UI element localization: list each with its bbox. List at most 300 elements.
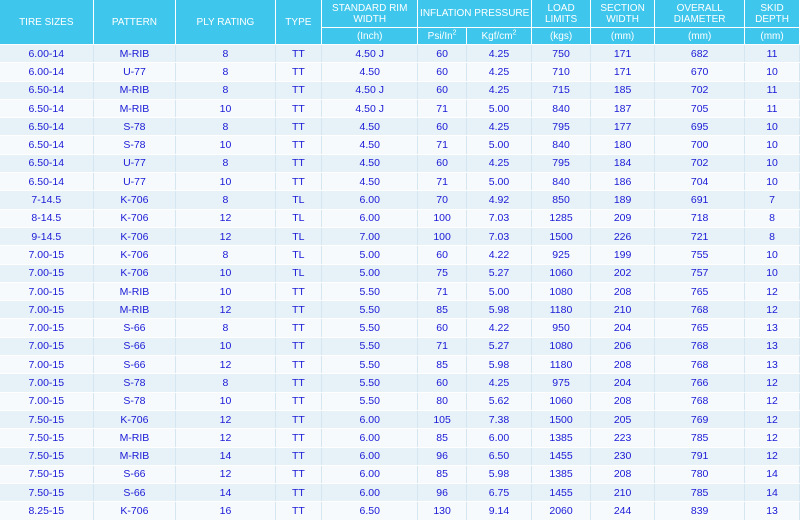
cell-rim-width: 6.00 (322, 410, 418, 428)
cell-psi: 60 (418, 63, 467, 81)
cell-ply-rating: 8 (176, 45, 275, 63)
cell-psi: 60 (418, 319, 467, 337)
cell-type: TT (275, 392, 322, 410)
cell-type: TT (275, 173, 322, 191)
cell-overall-diameter: 691 (655, 191, 745, 209)
cell-rim-width: 6.00 (322, 465, 418, 483)
cell-overall-diameter: 768 (655, 356, 745, 374)
table-row (0, 191, 800, 209)
table-row (0, 410, 800, 428)
cell-type: TT (275, 447, 322, 465)
cell-overall-diameter: 768 (655, 392, 745, 410)
cell-overall-diameter: 769 (655, 410, 745, 428)
cell-type: TT (275, 45, 322, 63)
table-row (0, 484, 800, 502)
cell-type: TT (275, 374, 322, 392)
table-row (0, 227, 800, 245)
cell-tire-size: 6.50-14 (0, 81, 93, 99)
table-row (0, 246, 800, 264)
cell-kgf: 5.98 (466, 301, 531, 319)
cell-section-width: 209 (591, 209, 655, 227)
cell-tire-size: 6.00-14 (0, 63, 93, 81)
cell-rim-width: 4.50 (322, 118, 418, 136)
cell-rim-width: 5.00 (322, 246, 418, 264)
table-row (0, 136, 800, 154)
cell-skid-depth: 13 (745, 502, 800, 520)
cell-rim-width: 4.50 (322, 154, 418, 172)
cell-type: TL (275, 264, 322, 282)
cell-kgf: 7.03 (466, 209, 531, 227)
cell-section-width: 208 (591, 356, 655, 374)
table-body (0, 45, 800, 521)
cell-skid-depth: 12 (745, 301, 800, 319)
col-header-skid-depth: SKID DEPTH (745, 0, 800, 28)
col-header-type: TYPE (275, 0, 322, 45)
cell-tire-size: 6.00-14 (0, 45, 93, 63)
cell-type: TT (275, 337, 322, 355)
cell-ply-rating: 10 (176, 337, 275, 355)
cell-load-limit: 1385 (532, 465, 591, 483)
cell-psi: 60 (418, 374, 467, 392)
cell-load-limit: 710 (532, 63, 591, 81)
cell-section-width: 223 (591, 429, 655, 447)
cell-type: TL (275, 227, 322, 245)
cell-skid-depth: 7 (745, 191, 800, 209)
cell-section-width: 204 (591, 374, 655, 392)
cell-psi: 71 (418, 173, 467, 191)
cell-tire-size: 6.50-14 (0, 154, 93, 172)
cell-pattern: M-RIB (93, 301, 176, 319)
cell-pattern: S-66 (93, 465, 176, 483)
col-header-load-limits: LOAD LIMITS (532, 0, 591, 28)
cell-section-width: 202 (591, 264, 655, 282)
cell-pattern: M-RIB (93, 447, 176, 465)
cell-type: TT (275, 301, 322, 319)
cell-load-limit: 1060 (532, 264, 591, 282)
cell-pattern: K-706 (93, 227, 176, 245)
cell-psi: 71 (418, 99, 467, 117)
cell-tire-size: 7.00-15 (0, 319, 93, 337)
cell-pattern: S-78 (93, 118, 176, 136)
cell-skid-depth: 13 (745, 337, 800, 355)
cell-tire-size: 7-14.5 (0, 191, 93, 209)
cell-overall-diameter: 670 (655, 63, 745, 81)
table-row (0, 337, 800, 355)
col-header-pattern: PATTERN (93, 0, 176, 45)
col-header-ply-rating: PLY RATING (176, 0, 275, 45)
table-row (0, 63, 800, 81)
cell-pattern: M-RIB (93, 81, 176, 99)
table-row (0, 301, 800, 319)
cell-tire-size: 9-14.5 (0, 227, 93, 245)
cell-pattern: S-78 (93, 374, 176, 392)
cell-ply-rating: 12 (176, 465, 275, 483)
cell-skid-depth: 12 (745, 282, 800, 300)
unit-kgf: Kgf/$cm^2$ (466, 28, 531, 45)
col-header-overall-diameter: OVERALL DIAMETER (655, 0, 745, 28)
cell-kgf: 9.14 (466, 502, 531, 520)
cell-section-width: 208 (591, 392, 655, 410)
table-row (0, 264, 800, 282)
cell-section-width: 184 (591, 154, 655, 172)
cell-kgf: 4.25 (466, 154, 531, 172)
cell-load-limit: 1180 (532, 301, 591, 319)
cell-ply-rating: 10 (176, 136, 275, 154)
cell-section-width: 180 (591, 136, 655, 154)
cell-rim-width: 4.50 J (322, 45, 418, 63)
cell-overall-diameter: 705 (655, 99, 745, 117)
cell-kgf: 5.98 (466, 465, 531, 483)
cell-psi: 85 (418, 301, 467, 319)
table-row (0, 374, 800, 392)
cell-skid-depth: 12 (745, 374, 800, 392)
cell-pattern: M-RIB (93, 282, 176, 300)
table-row (0, 81, 800, 99)
cell-kgf: 5.00 (466, 282, 531, 300)
cell-tire-size: 7.50-15 (0, 484, 93, 502)
cell-pattern: K-706 (93, 191, 176, 209)
cell-load-limit: 840 (532, 99, 591, 117)
cell-rim-width: 4.50 (322, 173, 418, 191)
cell-section-width: 187 (591, 99, 655, 117)
cell-skid-depth: 10 (745, 173, 800, 191)
cell-tire-size: 7.00-15 (0, 246, 93, 264)
cell-skid-depth: 11 (745, 45, 800, 63)
cell-overall-diameter: 765 (655, 282, 745, 300)
cell-kgf: 5.27 (466, 264, 531, 282)
table-row (0, 99, 800, 117)
cell-pattern: S-66 (93, 356, 176, 374)
cell-type: TT (275, 136, 322, 154)
table-row (0, 447, 800, 465)
cell-overall-diameter: 791 (655, 447, 745, 465)
table-row (0, 118, 800, 136)
cell-kgf: 4.25 (466, 81, 531, 99)
cell-section-width: 226 (591, 227, 655, 245)
cell-section-width: 177 (591, 118, 655, 136)
cell-ply-rating: 12 (176, 301, 275, 319)
cell-rim-width: 6.50 (322, 502, 418, 520)
cell-kgf: 4.25 (466, 45, 531, 63)
cell-ply-rating: 8 (176, 191, 275, 209)
cell-load-limit: 1455 (532, 484, 591, 502)
cell-kgf: 7.03 (466, 227, 531, 245)
cell-tire-size: 7.00-15 (0, 374, 93, 392)
cell-psi: 105 (418, 410, 467, 428)
cell-psi: 71 (418, 282, 467, 300)
cell-psi: 85 (418, 429, 467, 447)
cell-load-limit: 840 (532, 173, 591, 191)
cell-ply-rating: 10 (176, 392, 275, 410)
cell-pattern: K-706 (93, 246, 176, 264)
unit-load-limits: (kgs) (532, 28, 591, 45)
cell-type: TT (275, 356, 322, 374)
cell-section-width: 189 (591, 191, 655, 209)
cell-rim-width: 4.50 J (322, 81, 418, 99)
table-row (0, 429, 800, 447)
col-header-section-width: SECTION WIDTH (591, 0, 655, 28)
cell-overall-diameter: 765 (655, 319, 745, 337)
cell-type: TT (275, 465, 322, 483)
cell-overall-diameter: 780 (655, 465, 745, 483)
cell-rim-width: 5.50 (322, 374, 418, 392)
table-row (0, 392, 800, 410)
table-row (0, 173, 800, 191)
cell-rim-width: 6.00 (322, 191, 418, 209)
table-row (0, 45, 800, 63)
cell-type: TL (275, 246, 322, 264)
cell-load-limit: 1285 (532, 209, 591, 227)
cell-skid-depth: 10 (745, 264, 800, 282)
cell-pattern: U-77 (93, 154, 176, 172)
cell-psi: 85 (418, 356, 467, 374)
table-row (0, 502, 800, 520)
cell-pattern: U-77 (93, 173, 176, 191)
cell-pattern: S-78 (93, 136, 176, 154)
cell-pattern: S-66 (93, 319, 176, 337)
cell-section-width: 230 (591, 447, 655, 465)
cell-rim-width: 6.00 (322, 447, 418, 465)
cell-section-width: 199 (591, 246, 655, 264)
unit-section-width: (mm) (591, 28, 655, 45)
cell-skid-depth: 10 (745, 246, 800, 264)
cell-overall-diameter: 702 (655, 81, 745, 99)
cell-rim-width: 5.00 (322, 264, 418, 282)
cell-pattern: K-706 (93, 209, 176, 227)
cell-section-width: 210 (591, 301, 655, 319)
cell-skid-depth: 12 (745, 447, 800, 465)
cell-kgf: 5.00 (466, 136, 531, 154)
cell-load-limit: 1500 (532, 410, 591, 428)
cell-overall-diameter: 785 (655, 484, 745, 502)
cell-load-limit: 795 (532, 154, 591, 172)
cell-rim-width: 6.00 (322, 484, 418, 502)
cell-ply-rating: 8 (176, 246, 275, 264)
cell-rim-width: 5.50 (322, 337, 418, 355)
cell-overall-diameter: 695 (655, 118, 745, 136)
cell-section-width: 208 (591, 465, 655, 483)
cell-ply-rating: 14 (176, 447, 275, 465)
cell-ply-rating: 12 (176, 410, 275, 428)
cell-type: TT (275, 429, 322, 447)
cell-psi: 60 (418, 45, 467, 63)
cell-ply-rating: 14 (176, 484, 275, 502)
cell-section-width: 205 (591, 410, 655, 428)
cell-skid-depth: 12 (745, 410, 800, 428)
cell-overall-diameter: 704 (655, 173, 745, 191)
cell-kgf: 7.38 (466, 410, 531, 428)
cell-type: TT (275, 410, 322, 428)
cell-pattern: U-77 (93, 63, 176, 81)
cell-ply-rating: 12 (176, 209, 275, 227)
cell-load-limit: 750 (532, 45, 591, 63)
cell-rim-width: 6.00 (322, 209, 418, 227)
cell-skid-depth: 10 (745, 136, 800, 154)
cell-section-width: 204 (591, 319, 655, 337)
cell-rim-width: 4.50 J (322, 99, 418, 117)
cell-skid-depth: 14 (745, 465, 800, 483)
cell-ply-rating: 8 (176, 154, 275, 172)
cell-type: TT (275, 484, 322, 502)
cell-type: TT (275, 502, 322, 520)
cell-load-limit: 1060 (532, 392, 591, 410)
cell-pattern: K-706 (93, 502, 176, 520)
cell-tire-size: 6.50-14 (0, 99, 93, 117)
cell-skid-depth: 13 (745, 356, 800, 374)
cell-type: TT (275, 63, 322, 81)
cell-overall-diameter: 702 (655, 154, 745, 172)
cell-tire-size: 7.00-15 (0, 282, 93, 300)
cell-skid-depth: 11 (745, 81, 800, 99)
cell-psi: 60 (418, 118, 467, 136)
cell-type: TT (275, 99, 322, 117)
cell-tire-size: 8.25-15 (0, 502, 93, 520)
cell-overall-diameter: 721 (655, 227, 745, 245)
cell-overall-diameter: 785 (655, 429, 745, 447)
cell-overall-diameter: 682 (655, 45, 745, 63)
cell-psi: 60 (418, 246, 467, 264)
cell-load-limit: 1180 (532, 356, 591, 374)
cell-ply-rating: 10 (176, 264, 275, 282)
cell-load-limit: 715 (532, 81, 591, 99)
cell-overall-diameter: 839 (655, 502, 745, 520)
cell-psi: 100 (418, 227, 467, 245)
cell-kgf: 4.25 (466, 374, 531, 392)
cell-pattern: M-RIB (93, 429, 176, 447)
table-row (0, 356, 800, 374)
cell-psi: 71 (418, 337, 467, 355)
cell-skid-depth: 13 (745, 319, 800, 337)
cell-section-width: 206 (591, 337, 655, 355)
cell-kgf: 6.75 (466, 484, 531, 502)
cell-type: TL (275, 191, 322, 209)
cell-skid-depth: 8 (745, 227, 800, 245)
cell-kgf: 4.25 (466, 118, 531, 136)
cell-rim-width: 5.50 (322, 319, 418, 337)
cell-rim-width: 4.50 (322, 63, 418, 81)
cell-load-limit: 850 (532, 191, 591, 209)
cell-ply-rating: 10 (176, 173, 275, 191)
cell-ply-rating: 8 (176, 374, 275, 392)
cell-tire-size: 7.00-15 (0, 301, 93, 319)
cell-tire-size: 6.50-14 (0, 173, 93, 191)
cell-overall-diameter: 766 (655, 374, 745, 392)
table-row (0, 282, 800, 300)
cell-section-width: 171 (591, 63, 655, 81)
cell-ply-rating: 8 (176, 81, 275, 99)
cell-type: TT (275, 154, 322, 172)
cell-section-width: 244 (591, 502, 655, 520)
cell-ply-rating: 8 (176, 63, 275, 81)
cell-overall-diameter: 755 (655, 246, 745, 264)
cell-psi: 85 (418, 465, 467, 483)
cell-overall-diameter: 768 (655, 301, 745, 319)
unit-rim-width: (Inch) (322, 28, 418, 45)
cell-kgf: 4.92 (466, 191, 531, 209)
cell-load-limit: 1080 (532, 282, 591, 300)
cell-ply-rating: 10 (176, 99, 275, 117)
cell-rim-width: 5.50 (322, 301, 418, 319)
cell-rim-width: 6.00 (322, 429, 418, 447)
table-row (0, 465, 800, 483)
cell-skid-depth: 10 (745, 118, 800, 136)
cell-ply-rating: 8 (176, 118, 275, 136)
cell-load-limit: 975 (532, 374, 591, 392)
cell-section-width: 210 (591, 484, 655, 502)
cell-skid-depth: 11 (745, 99, 800, 117)
cell-kgf: 5.00 (466, 173, 531, 191)
cell-load-limit: 925 (532, 246, 591, 264)
cell-overall-diameter: 768 (655, 337, 745, 355)
cell-tire-size: 6.50-14 (0, 118, 93, 136)
cell-section-width: 208 (591, 282, 655, 300)
cell-psi: 75 (418, 264, 467, 282)
cell-tire-size: 7.00-15 (0, 337, 93, 355)
cell-ply-rating: 16 (176, 502, 275, 520)
unit-psi: Psi/In$^2$ (418, 28, 467, 45)
cell-tire-size: 7.50-15 (0, 429, 93, 447)
cell-tire-size: 7.00-15 (0, 356, 93, 374)
cell-psi: 71 (418, 136, 467, 154)
cell-rim-width: 4.50 (322, 136, 418, 154)
cell-overall-diameter: 757 (655, 264, 745, 282)
cell-kgf: 5.27 (466, 337, 531, 355)
cell-tire-size: 7.00-15 (0, 392, 93, 410)
cell-load-limit: 2060 (532, 502, 591, 520)
unit-overall-diameter: (mm) (655, 28, 745, 45)
cell-kgf: 4.22 (466, 246, 531, 264)
cell-rim-width: 5.50 (322, 356, 418, 374)
cell-psi: 70 (418, 191, 467, 209)
cell-overall-diameter: 718 (655, 209, 745, 227)
cell-skid-depth: 14 (745, 484, 800, 502)
cell-section-width: 186 (591, 173, 655, 191)
cell-tire-size: 7.00-15 (0, 264, 93, 282)
cell-pattern: K-706 (93, 264, 176, 282)
cell-pattern: M-RIB (93, 99, 176, 117)
cell-rim-width: 5.50 (322, 392, 418, 410)
cell-psi: 96 (418, 484, 467, 502)
cell-rim-width: 7.00 (322, 227, 418, 245)
col-header-standard-rim-width: STANDARD RIM WIDTH (322, 0, 418, 28)
cell-ply-rating: 12 (176, 356, 275, 374)
cell-kgf: 5.62 (466, 392, 531, 410)
cell-ply-rating: 12 (176, 227, 275, 245)
cell-overall-diameter: 700 (655, 136, 745, 154)
cell-psi: 60 (418, 154, 467, 172)
cell-psi: 60 (418, 81, 467, 99)
cell-pattern: S-78 (93, 392, 176, 410)
cell-load-limit: 795 (532, 118, 591, 136)
cell-load-limit: 1500 (532, 227, 591, 245)
cell-ply-rating: 10 (176, 282, 275, 300)
cell-load-limit: 840 (532, 136, 591, 154)
cell-ply-rating: 8 (176, 319, 275, 337)
cell-section-width: 171 (591, 45, 655, 63)
cell-psi: 100 (418, 209, 467, 227)
cell-load-limit: 1455 (532, 447, 591, 465)
cell-skid-depth: 10 (745, 63, 800, 81)
cell-pattern: K-706 (93, 410, 176, 428)
cell-kgf: 4.25 (466, 63, 531, 81)
cell-section-width: 185 (591, 81, 655, 99)
cell-load-limit: 1385 (532, 429, 591, 447)
cell-skid-depth: 12 (745, 392, 800, 410)
cell-tire-size: 8-14.5 (0, 209, 93, 227)
cell-kgf: 6.50 (466, 447, 531, 465)
cell-type: TL (275, 209, 322, 227)
cell-load-limit: 950 (532, 319, 591, 337)
